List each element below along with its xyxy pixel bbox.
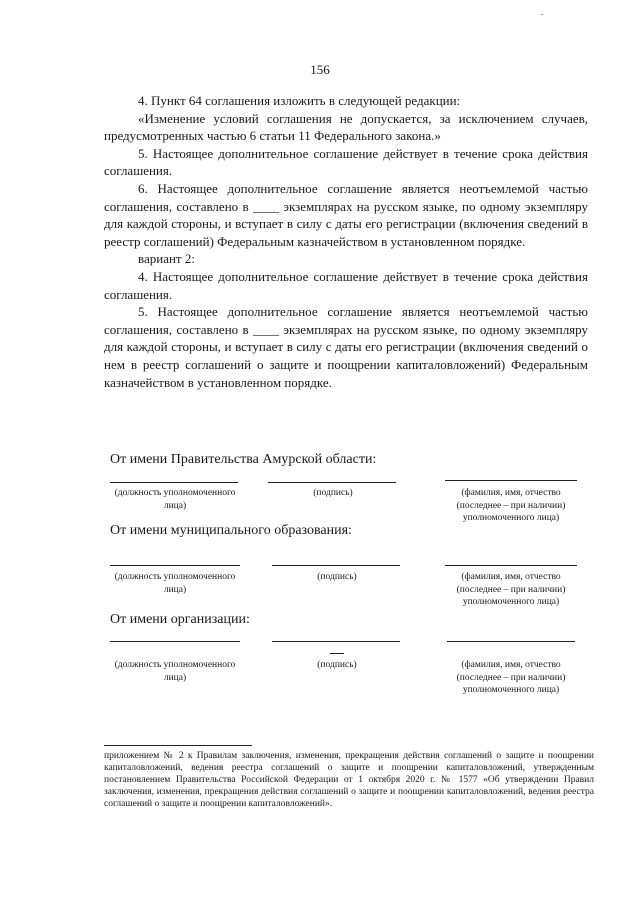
- paragraph-item-5: 5. Настоящее дополнительное соглашение действует в течение срока действия соглашения.: [104, 145, 588, 179]
- variant2-item-4: 4. Настоящее дополнительное соглашение действует в течение срока действия соглашения.: [104, 268, 588, 302]
- name-line: [445, 480, 577, 481]
- signatory-heading: От имени муниципального образования:: [110, 523, 352, 538]
- signatory-heading: От имени Правительства Амурской области:: [110, 452, 377, 467]
- variant2-item-5: 5. Настоящее дополнительное соглашение является неотъемлемой частью соглашения, составлено в ____ экземплярах на русском языке, по одному экземпляру для каждой стороны, и вступает в силу с даты его регистрации (включения сведений о нем в реестр соглашений о защите и поощрении капиталовложений) Федеральным казначейством в установленном порядке.: [104, 304, 588, 390]
- name-line: [447, 641, 575, 642]
- signatory-heading: От имени организации:: [110, 612, 250, 627]
- position-caption: (должность уполномоченного лица): [114, 572, 236, 595]
- position-caption: (должность уполномоченного лица): [114, 660, 236, 683]
- quoted-amendment: «Изменение условий соглашения не допускается, за исключением случаев, предусмотренных частью 6 статьи 11 Федерального закона.»: [104, 110, 588, 144]
- name-line: [445, 565, 577, 566]
- position-caption: (должность уполномоченного лица): [114, 488, 236, 511]
- paragraph-item-4: 4. Пункт 64 соглашения изложить в следующей редакции:: [138, 93, 461, 108]
- page-number: 156: [310, 62, 330, 77]
- name-caption: (фамилия, имя, отчество (последнее – при наличии) уполномоченного лица): [456, 572, 566, 607]
- signature-line: [268, 482, 396, 483]
- signature-line: [272, 641, 400, 642]
- signature-caption: (подпись): [317, 572, 357, 582]
- position-line: [110, 482, 238, 483]
- signature-mark: [330, 653, 344, 654]
- footnote: приложением № 2 к Правилам заключения, изменения, прекращения действия соглашений о защите и поощрении капиталовложений, ведения реестра соглашений о защите и поощрении капиталовложений, утвержденным постановлением Правительства Российской Федерации от 1 октября 2020 г. № 1577 «Об утверждении Правил заключения, изменения, прекращения действия соглашений о защите и поощрении капиталовложений, ведения реестра соглашений о защите и поощрении капиталовложений».: [104, 751, 594, 809]
- position-line: [110, 641, 240, 642]
- signature-caption: (подпись): [317, 660, 357, 670]
- name-caption: (фамилия, имя, отчество (последнее – при наличии) уполномоченного лица): [456, 488, 566, 523]
- name-caption: (фамилия, имя, отчество (последнее – при наличии) уполномоченного лица): [456, 660, 566, 695]
- position-line: [110, 565, 240, 566]
- signature-line: [272, 565, 400, 566]
- paragraph-item-6: 6. Настоящее дополнительное соглашение является неотъемлемой частью соглашения, составлено в ____ экземплярах на русском языке, по одному экземпляру для каждой стороны, и вступает в силу с даты его регистрации (включения сведений в реестр соглашений) Федеральным казначейством в установленном порядке.: [104, 180, 588, 249]
- footnote-separator: [104, 745, 252, 746]
- signature-caption: (подпись): [313, 488, 353, 498]
- variant-heading: вариант 2:: [138, 251, 195, 267]
- scan-mark: [541, 14, 543, 15]
- document-body: [104, 92, 588, 391]
